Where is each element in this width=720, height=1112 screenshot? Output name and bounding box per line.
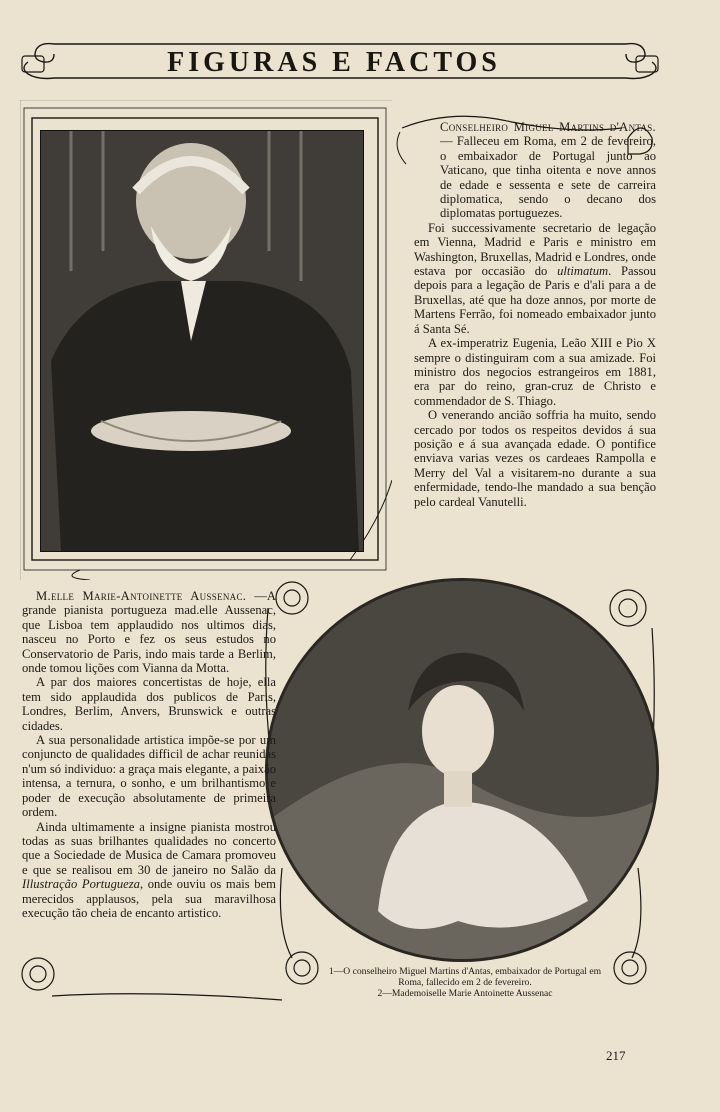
caption-line: 2—Mademoiselle Marie Antoinette Aussenac (377, 988, 553, 999)
article-paragraph: A sua personalidade artistica impõe-se por um conjuncto de qualidades difficil de achar reunidas n'um só individuo: a graça mais elegante, a paixão intensa, a ternura, o sonho, e um brilhantismo e poder de execução absolutamente de primeira ordem. (22, 733, 276, 820)
article-paragraph: Ainda ultimamente a insigne pianista mostrou todas as suas brilhantes qualidades no concerto que a Sociedade de Musica de Camara promoveu e que se realisou em 30 de janeiro no Salão da (22, 819, 276, 877)
portrait-marie-antoinette-aussenac (265, 578, 659, 962)
article-heading: Conselheiro Miguel Martins d'Antas. (440, 120, 656, 134)
page-number: 217 (606, 1048, 626, 1063)
italic-term: Illustração Portugueza (22, 877, 140, 892)
article-paragraph: , onde ouviu os mais bem merecidos applausos, pela sua maravilhosa execução tão cheia de encanto artistico. (22, 877, 276, 920)
article-heading: M.elle Marie-Antoinette Aussenac. (36, 589, 247, 603)
caption-line: Roma, fallecido em 2 de fevereiro. (398, 977, 532, 988)
page-section-title: FIGURAS E FACTOS (167, 47, 501, 78)
article-paragraph: A ex-imperatriz Eugenia, Leão XIII e Pio X sempre o distinguiram com a sua amizade. Foi ministro dos negocios estrangeiros em 1881, era par do reino, gran-cruz de Christo e commendador de S. Thiago. (414, 336, 656, 408)
article-paragraph: —A grande pianista portugueza mad.elle Aussenac, que Lisboa tem applaudido nos ultimos dias, nasceu no Porto e fez os seus estudos no Conservatorio de Paris, indo mais tarde a Berlim, onde tomou lições com Vianna da Motta. (22, 589, 276, 676)
article-paragraph: Foi successivamente secretario de legação em Vienna, Madrid e Paris e ministro em Washington, Bruxellas, Madrid e Londres, onde estava por occasião do (414, 220, 656, 279)
portrait-miguel-martins-dantas (40, 130, 364, 552)
italic-term: ultimatum (557, 264, 609, 279)
article-paragraph: A par dos maiores concertistas de hoje, ella tem sido applaudida dos publicos de Paris, Londres, Berlim, Anvers, Brunswick e outras cidades. (22, 675, 276, 733)
article-paragraph: — Falleceu em Roma, em 2 de fevereiro, o embaixador de Portugal junto ao Vaticano, que tinha oitenta e nove annos de edade e sessenta e sete de carreira diplomatica, sendo o decano dos diplomatas portuguezes. (440, 134, 656, 221)
article-marie-antoinette-aussenac (22, 589, 276, 979)
rose-ornament (12, 934, 302, 1014)
article-paragraph: O venerando ancião soffria ha muito, sendo cercado por todos os respeitos devidos á sua posição e á sua avançada edade. O pontifice enviava varias vezes os cardeaes Rampolla e Merry del Val a visitarem-no durante a sua enfermidade, tendo-lhe mandado a sua benção pelo cardeal Vanutelli. (414, 408, 656, 509)
article-miguel-martins-dantas (414, 120, 656, 565)
caption-line: 1—O conselheiro Miguel Martins d'Antas, embaixador de Portugal em (328, 966, 602, 977)
photo-caption (300, 966, 630, 1006)
oil-lamp-icon (392, 108, 662, 168)
article-paragraph: . Passou depois para a legação de Paris e d'ali para a de Bruxellas, até que ha doze annos, por morte de Martens Ferrão, foi nomeado embaixador junto á Santa Sé. (414, 264, 656, 336)
